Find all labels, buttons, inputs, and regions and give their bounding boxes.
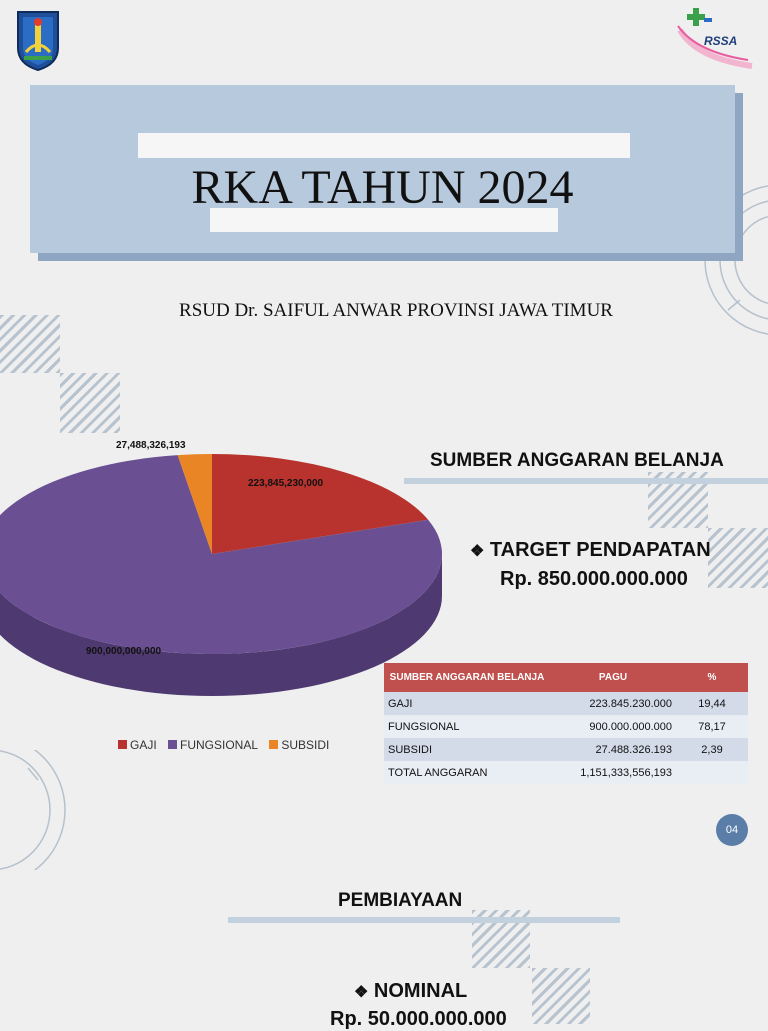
table-cell: 27.488.326.193 bbox=[550, 738, 676, 761]
table-header-row bbox=[384, 663, 748, 692]
legend-item-gaji bbox=[118, 738, 157, 752]
legend-item-fungsional bbox=[168, 738, 258, 752]
table-cell: TOTAL ANGGARAN bbox=[384, 761, 550, 784]
table-cell bbox=[676, 761, 748, 784]
banner-stripe-top bbox=[138, 133, 630, 158]
page-subtitle: RSUD Dr. SAIFUL ANWAR PROVINSI JAWA TIMUR bbox=[179, 300, 613, 321]
legend-label: GAJI bbox=[130, 738, 157, 752]
hatch-square bbox=[532, 968, 590, 1024]
table-cell: GAJI bbox=[384, 692, 550, 715]
table-cell: 223.845.230.000 bbox=[550, 692, 676, 715]
table-header-cell: % bbox=[676, 663, 748, 692]
diamond-bullet-icon: ❖ bbox=[470, 543, 485, 560]
table-row bbox=[384, 715, 748, 738]
section-rule-pembiayaan bbox=[228, 917, 620, 923]
target-label: TARGET PENDAPATAN bbox=[489, 539, 711, 561]
jawa-timur-crest-icon bbox=[14, 8, 62, 72]
legend-swatch bbox=[118, 740, 127, 749]
legend-label: FUNGSIONAL bbox=[180, 738, 259, 752]
hatch-square bbox=[708, 528, 768, 588]
hatch-square bbox=[0, 315, 60, 373]
pie-data-label-subsidi: 27,488,326,193 bbox=[116, 440, 186, 451]
section-heading-pembiayaan: PEMBIAYAAN bbox=[338, 890, 463, 911]
table-cell: 1,151,333,556,193 bbox=[550, 761, 676, 784]
table-header-cell: SUMBER ANGGARAN BELANJA bbox=[384, 663, 550, 692]
table-cell: 900.000.000.000 bbox=[550, 715, 676, 738]
table-cell: FUNGSIONAL bbox=[384, 715, 550, 738]
table-row bbox=[384, 692, 748, 715]
legend-swatch bbox=[269, 740, 278, 749]
diamond-bullet-icon: ❖ bbox=[354, 984, 369, 1001]
page-number-badge: 04 bbox=[716, 814, 748, 846]
hatch-square bbox=[60, 373, 120, 433]
rssa-logo-text: RSSA bbox=[704, 34, 738, 48]
section-rule-belanja bbox=[404, 478, 768, 484]
pie-data-label-gaji: 223,845,230,000 bbox=[248, 478, 324, 489]
target-pendapatan-line bbox=[470, 539, 711, 562]
nominal-value: Rp. 50.000.000.000 bbox=[330, 1008, 507, 1030]
decorative-circles-left bbox=[0, 750, 70, 870]
table-cell: 78,17 bbox=[676, 715, 748, 738]
table-row bbox=[384, 761, 748, 784]
legend-label: SUBSIDI bbox=[281, 738, 330, 752]
table-cell: SUBSIDI bbox=[384, 738, 550, 761]
target-value: Rp. 850.000.000.000 bbox=[500, 568, 688, 590]
budget-table bbox=[384, 663, 748, 784]
pie-data-label-fungsional: 900,000,000,000 bbox=[86, 646, 162, 657]
page-title: RKA TAHUN 2024 bbox=[191, 161, 574, 214]
legend-swatch bbox=[168, 740, 177, 749]
table-cell: 19,44 bbox=[676, 692, 748, 715]
nominal-label: NOMINAL bbox=[373, 980, 468, 1002]
section-heading-belanja: SUMBER ANGGARAN BELANJA bbox=[430, 450, 724, 471]
table-row bbox=[384, 738, 748, 761]
pie-legend bbox=[118, 738, 337, 752]
rssa-logo bbox=[676, 6, 756, 70]
nominal-line bbox=[354, 980, 467, 1003]
table-header-cell: PAGU bbox=[550, 663, 676, 692]
table-cell: 2,39 bbox=[676, 738, 748, 761]
legend-item-subsidi bbox=[269, 738, 329, 752]
